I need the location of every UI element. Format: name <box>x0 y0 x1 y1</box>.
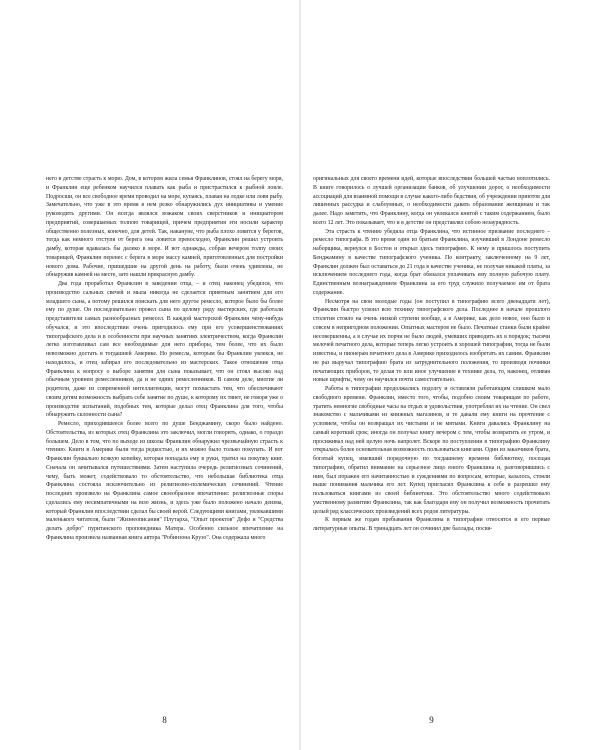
paragraph: Эта страсть к чтению убедила отца Франклина, что истинное призвание последнего – ремесло типографа. В это время один из братьев Франклина, изучивший в Лондоне ремесло наборщика, вернулся в Бостон и открыл здесь типографию. К нему и пришлось поступить Бенджамину в качестве типографского ученика. По контракту, заключенному на 9 лет, Франклин должен был оставаться до 21 года в качестве ученика, не получая никакой платы, за исключением последнего года, когда брат обязался уплачивать ему полную рабочую плату. Единственным вознаграждением Франклина за его труд служило получаемое им от брата содержание. <box>313 228 550 296</box>
left-page-text <box>46 175 283 543</box>
left-page <box>46 175 283 695</box>
paragraph: оригинальных для своего времени идей, которые впоследствии большей частью воплотились. В книге говорилось о лучшей организации банков, об улучшении дорог, о необходимости ассоциаций для взаимной помощи в случае какого-либо бедствия, об учреждении приютов для лишенных рассудка и слабоумных, о необходимости давать образование женщинам и так далее. Надо заметить, что Франклину, когда он увлекался книгой с таким содержанием, было всего 12 лет. Это показывает, что и в детстве он представлял собою незаурядность. <box>313 176 550 226</box>
paragraph: него в детстве страсть к морю. Дом, в котором жила семья Франклинов, стоял на берегу моря, и Франклин еще ребенком научился плавать как рыба и пристрастился к рыбной ловле. Подросши, он все свободное время проводил на море, купаясь, плавая на лодке или ловя рыбу. Замечательно, что уже в это время в нем резко обнаружились дух инициативы и умение руководить другими. Он всегда являлся вожаком своих сверстников и инициатором предприятий, совершаемых толпою товарищей, причем предприятия эти носили характер общественно полезных, конечно, для детей. Так, накануне, что рыба плохо ловится у берегов, тогда как немного отступя от берега она ловится превосходно, Франклин решил устроить дамбу, которая вдавалась бы далеко в море. И вот однажды, собрав вечером толпу своих товарищей, Франклин перенес с берега в море массу камней, приготовленных для постройки нового дома. Рабочие, пришедшие на другой день на работу, были очень удивлены, не обнаружив камней на месте, зато нашли прекрасную дамбу. <box>46 176 283 279</box>
right-page-text <box>313 175 550 534</box>
page-number-right: 9 <box>429 715 434 725</box>
book-fold <box>299 0 301 750</box>
right-page <box>313 175 550 695</box>
paragraph: Два года проработал Франклин в заведении отца, – и отец наконец убедился, что производство сальных свечей и мыла никогда не сделается приятным занятием для его младшего сына, а потому решился поискать для него другое ремесло, которое было бы более ему по душе. Он последовательно провел сына по целому ряду мастерских, где работали представители самых разнообразных ремесел. В каждой мастерской Франклин чему-нибудь обучался, и это впоследствии очень пригодилось ему при его усовершенствованиях типографского дела и в особенности при научных занятиях электричеством, когда Франклин легко изготавливал сам все необходимые для него приборы, тем более, что их было невозможно достать в тогдашней Америке. Но ремесла, которым бы Франклин увлекся, не находилось, и отец забирал его последовательно из мастерских. Такое отношение отца Франклина к вопросу о выборе занятия для сына показывает, что он стоял высоко над обычным уровнем ремесленников, да и не одних ремесленников. В самом деле, многие ли родители, даже из современной интеллигенции, могут похвастать тем, что обеспечивают своим детям возможность выбрать себе занятие по душе, к которому их тянет, не говоря уже о производстве испытаний, подобных тем, которые делал отец Франклина для того, чтобы обнаружить склонности сына? <box>46 281 283 419</box>
paragraph: Ремесло, приходившееся более всего по душе Бенджамину, скоро было найдено. Обстоятельства, из которых отец Франклина это заключил, могли говорить, однако, о гораздо большем. Дело в том, что по выходе из школы Франклин обнаружил чрезвычайную страсть к чтению. Книги в Америке были тогда редкостью, и их можно было только покупать. И вот Франклин буквально всякую копейку, которая попадала ему в руки, тратил на покупку книг. Сначала он зачитывался путешествиями. Затем наступила очередь религиозных сочинений, чему, быть может, содействовало то обстоятельство, что небольшая библиотека отца Франклина состояла исключительно из религиозно-полемических сочинений. Чтение последних произвело на Франклина самое своеобразное впечатление: религиозные споры сделались ему несимпатичными на всю жизнь, и здесь уже было положено начало деизма, который Франклин впоследствии сделал бы своей верой. Следующими книгами, увлекавшими маленького читателя, были "Жизнеописания" Плутарха, "Опыт проектов" Дефо и "Средства делать добро" пуританского проповедника Матера. Особенно сильное впечатление на Франклина произвела названная книга автора "Робинзона Крузо". Она содержала много <box>46 421 283 541</box>
page-number-left: 8 <box>162 715 167 725</box>
paragraph: К первым же годам пребывания Франклина в типографии относятся и его первые литературные опыты. В тринадцать лет он сочинил две баллады, посвя- <box>313 517 550 532</box>
paragraph: Несмотря на свои молодые годы (он поступил в типографию всего двенадцати лет), Франклин быстро усвоил всю технику типографского дела. Последнее в начале прошлого столетия стояло на очень низкой ступени вообще, а в Америке, как дело новое, оно было и совсем в непригодном положении. Опытных мастеров не было. Печатные станки были крайне несовершенны, а в случае их порчи не было людей, умевших приводить их в порядок; тысячи мелочей печатного дела, которые теперь легко устроить в хорошей типографии, тогда не были известны, и пионерам печатного дела в Америке приходилось изобретать их самим. Франклин не раз выручал типографию брата из затруднительного положения, то производя починки печатающих приборов, то делая то или иное улучшение в технике дела, то, наконец, отливая новые шрифты, чему он научился почти самостоятельно. <box>313 298 550 384</box>
paragraph: Работы в типографии продолжались подолгу и оставляли работающим слишком мало свободного времени. Франклин, вместо того, чтобы, подобно своим товарищам по работе, тратить немногие свободные часы на отдых и удовольствия, употреблял их на чтение. Он свел знакомство с мальчиками из книжных магазинов, и те давали ему книги на прочтение с условием, чтобы он возвращал их чистыми и не мятыми. Книги давались Франклину на самый короткий срок; иногда он получал книгу вечером с тем, чтобы возвратить ее утром, и просиживал над ней целую ночь напролет. Вскоре по поступлении в типографию Франклину открылась более основательная возможность пользоваться книгами. Один из заказчиков брата, богатый купец, имевший порядочную по тогдашнему времени библиотеку, посещая типографию, обратил внимание на серьезное лицо юного Франклина и, разговорившись с ним, был поражен его начитанностью и суждениями по вопросам, которые, казалось, стояли выше понимания мальчика его лет. Купец пригласил Франклина к себе и разрешил ему пользоваться книгами из своей библиотеки. Это обстоятельство много содействовало умственному развитию Франклина, так как благодаря ему он получил возможность прочитать целый ряд классических произведений всех родов литературы. <box>313 386 550 515</box>
